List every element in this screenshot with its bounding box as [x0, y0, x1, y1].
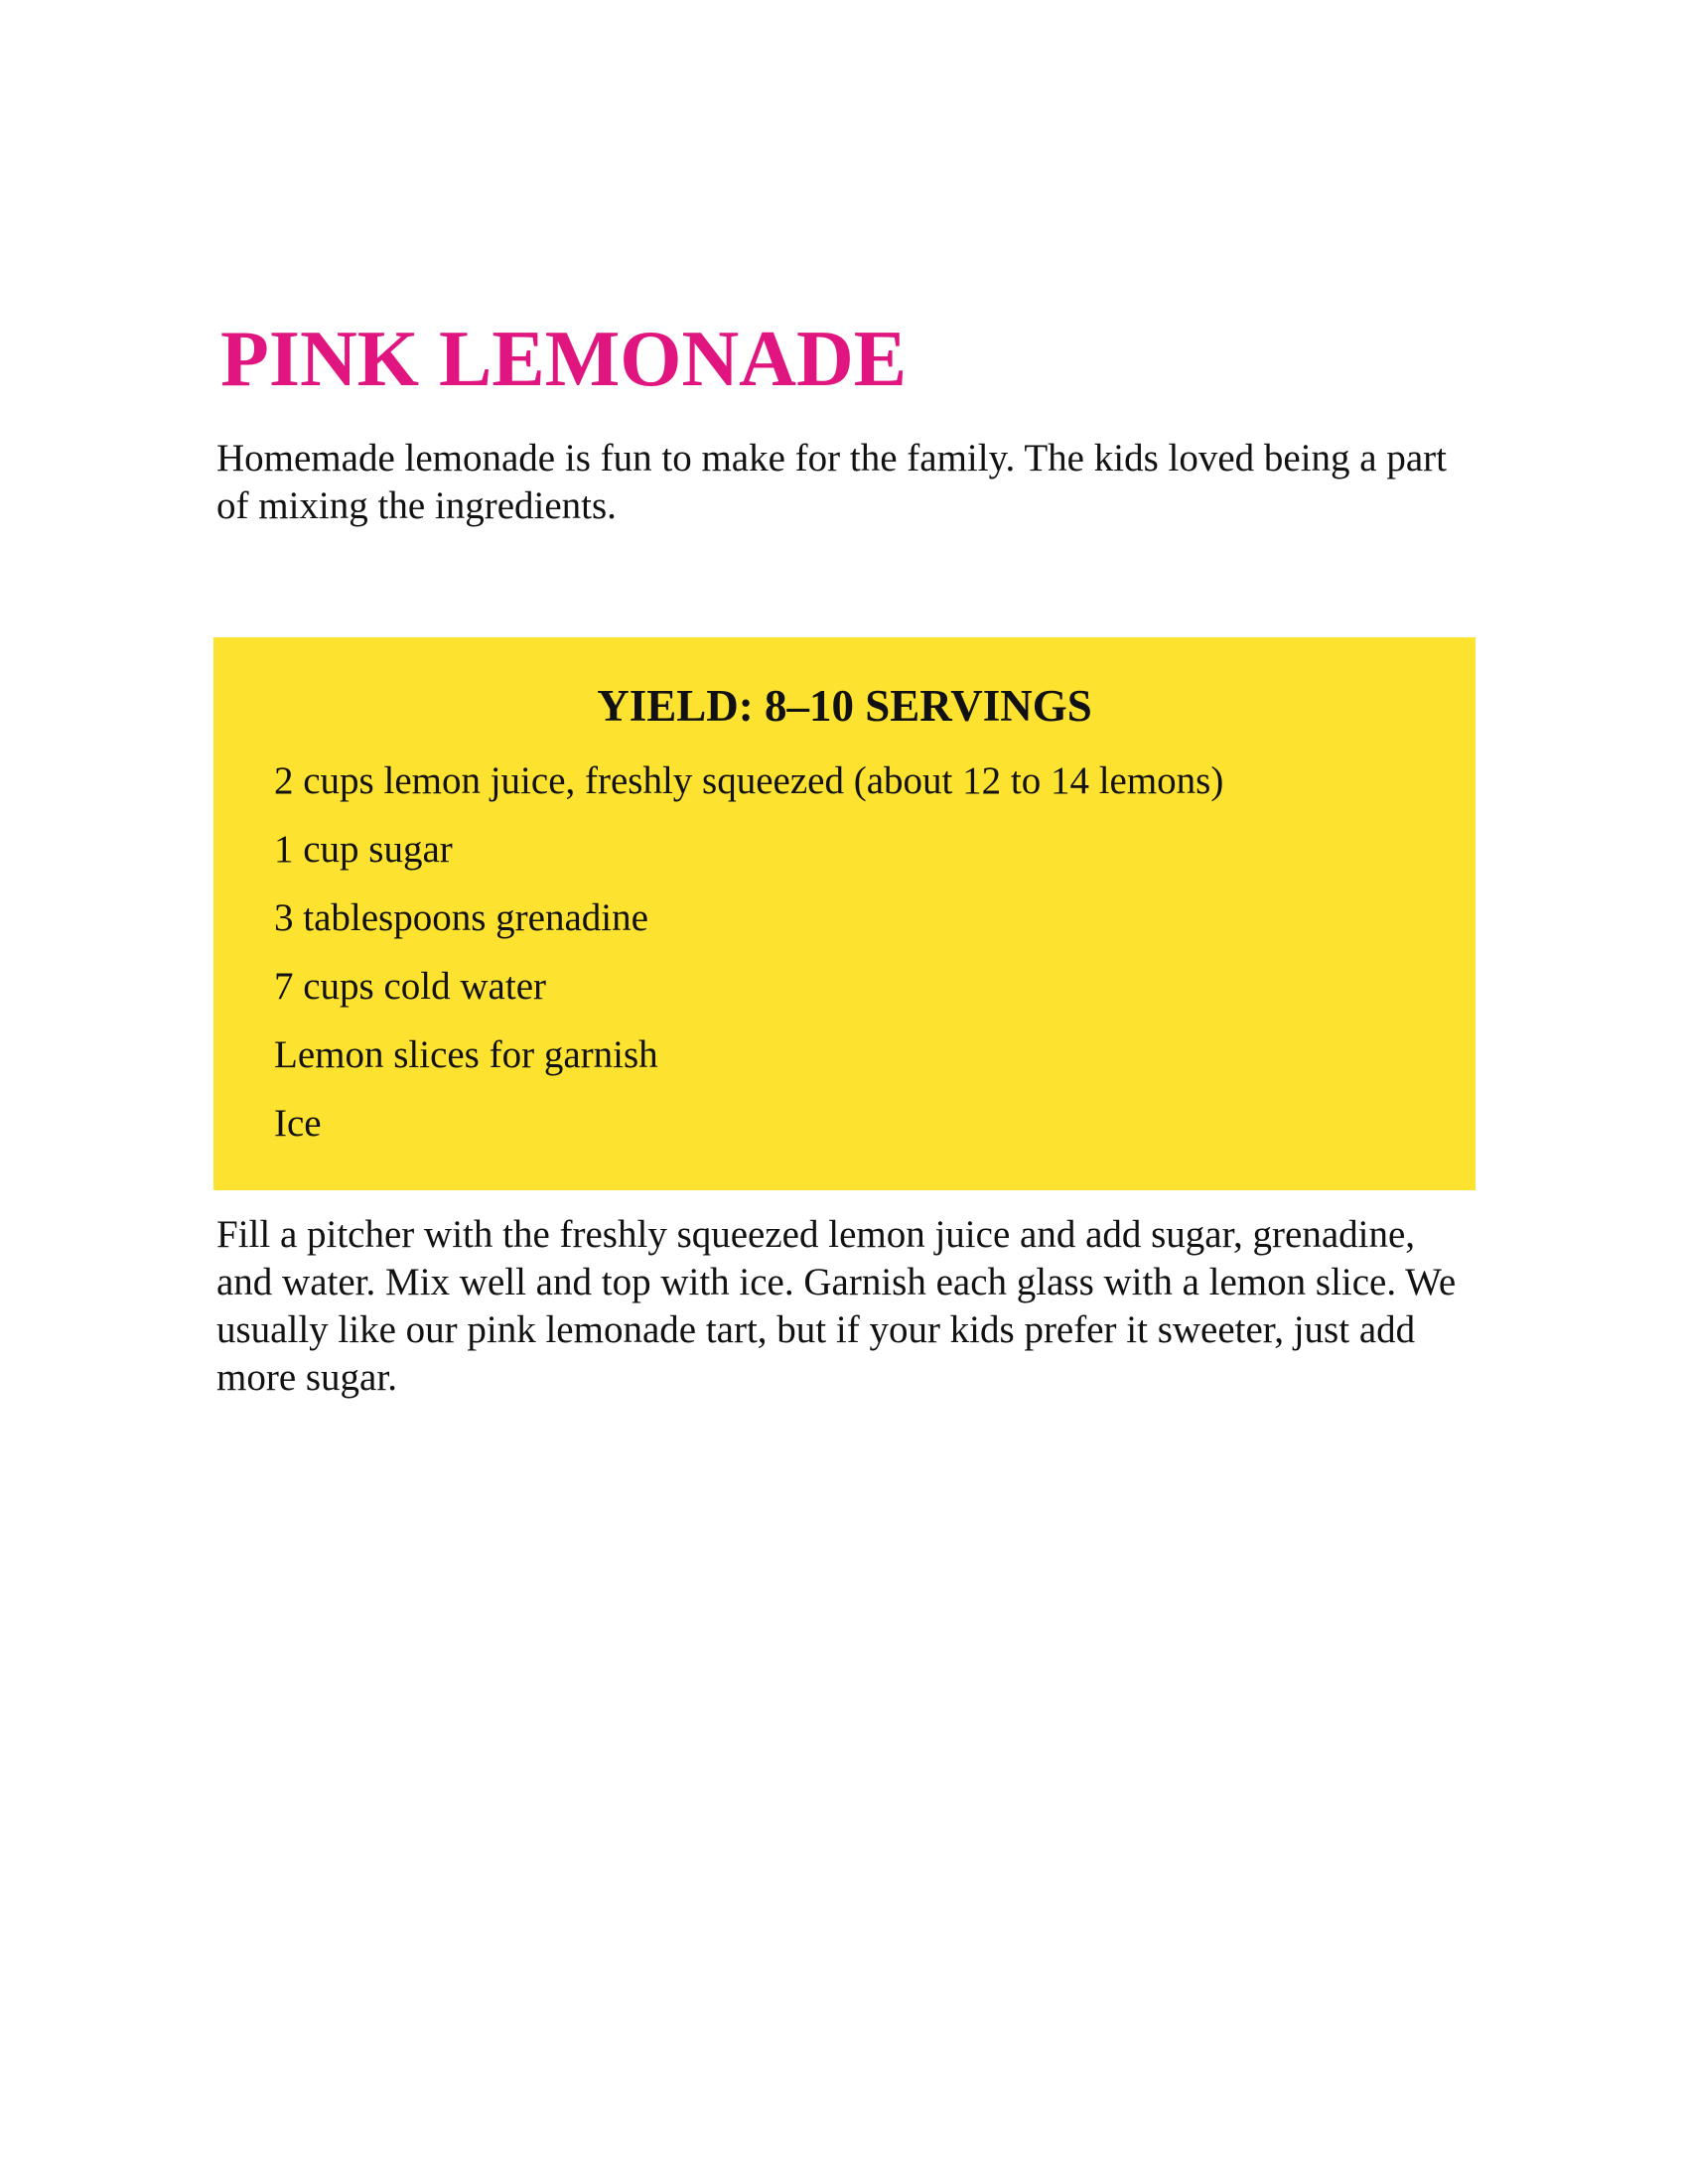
- ingredient-list: [274, 758, 1223, 1169]
- ingredient-item: 3 tablespoons grenadine: [274, 896, 648, 939]
- ingredient-item: Ice: [274, 1102, 322, 1145]
- ingredients-box: [213, 637, 1476, 1190]
- ingredient-item: 2 cups lemon juice, freshly squeezed (about 12 to 14 lemons): [274, 759, 1224, 802]
- ingredient-item: Lemon slices for garnish: [274, 1033, 658, 1076]
- ingredient-item: 7 cups cold water: [274, 965, 546, 1008]
- yield-heading: YIELD: 8–10 SERVINGS: [597, 681, 1092, 731]
- intro-paragraph: Homemade lemonade is fun to make for the family. The kids loved being a part of mixing the ingredients.: [216, 437, 1447, 527]
- directions-paragraph: Fill a pitcher with the freshly squeezed lemon juice and add sugar, grenadine, and water. Mix well and top with ice. Garnish each glass with a lemon slice. We usually like our pink lemonade tart, but if your kids prefer it sweeter, just add more sugar.: [216, 1213, 1457, 1399]
- page-title: PINK LEMONADE: [220, 316, 908, 403]
- ingredient-item: 1 cup sugar: [274, 828, 453, 871]
